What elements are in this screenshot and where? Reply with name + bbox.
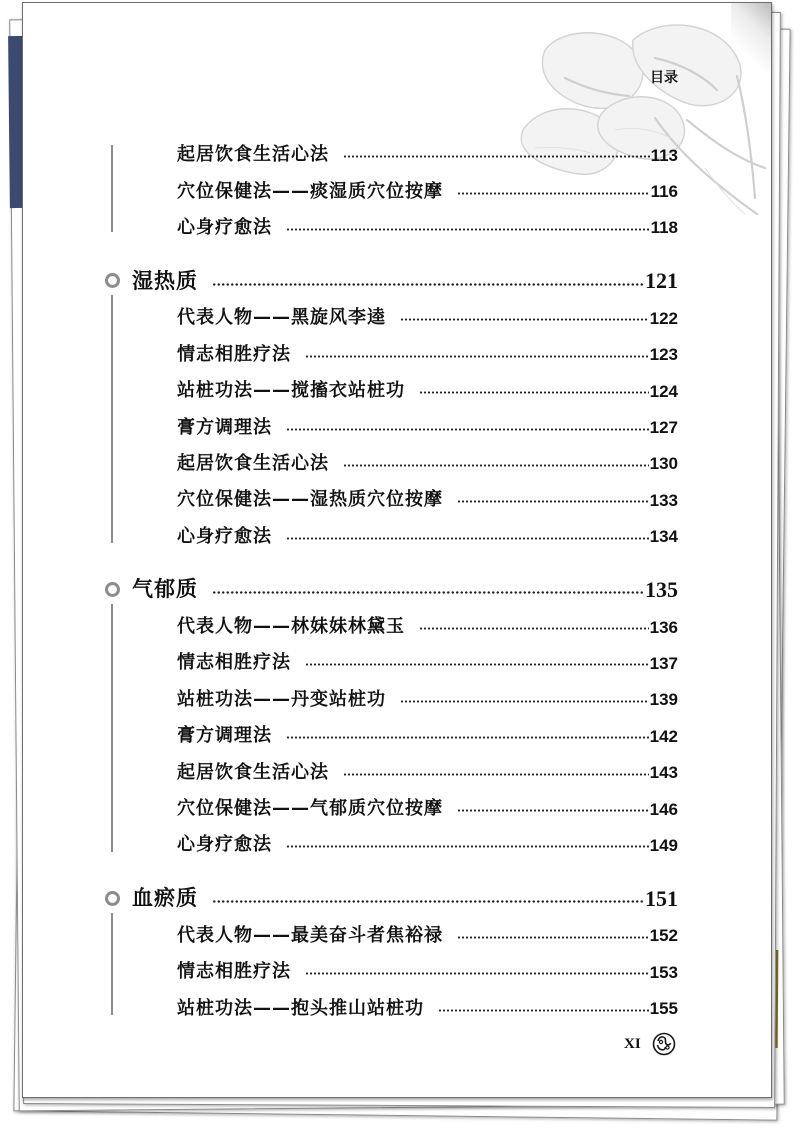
toc-entry	[177, 373, 678, 409]
section-title: 血瘀质	[132, 886, 198, 911]
dot-leader	[343, 773, 649, 776]
dot-leader	[212, 900, 643, 903]
toc-entry	[177, 645, 678, 681]
toc-entry-label: 起居饮食生活心法	[177, 452, 329, 474]
toc-entry-label: 心身疗愈法	[177, 525, 272, 547]
toc-entry	[177, 519, 678, 555]
toc-entry	[177, 791, 678, 827]
toc-entry	[177, 210, 678, 246]
dot-leader	[457, 809, 649, 812]
toc-entry-page-number: 118	[650, 218, 678, 238]
toc-entry-label: 情志相胜疗法	[177, 961, 291, 983]
dot-leader	[305, 663, 649, 666]
dot-leader	[419, 627, 649, 630]
dot-leader	[457, 500, 649, 503]
dot-leader	[305, 355, 649, 358]
toc-entry	[177, 173, 678, 209]
toc-entry	[177, 990, 678, 1026]
toc-entry-label: 穴位保健法——气郁质穴位按摩	[177, 798, 443, 820]
toc-entry-page-number: 143	[649, 763, 678, 783]
toc-entry-label: 代表人物——黑旋风李逵	[177, 307, 386, 329]
toc-entry-label: 膏方调理法	[177, 416, 272, 438]
dot-leader	[343, 155, 650, 158]
dot-leader	[212, 283, 643, 286]
section-bullet-icon	[104, 581, 121, 598]
toc-entry	[177, 918, 678, 954]
toc-entry-page-number: 149	[649, 835, 678, 855]
toc-entry	[177, 337, 678, 373]
section-page-number: 151	[645, 885, 678, 911]
knot-ornament-icon	[651, 1031, 677, 1057]
toc-entry-label: 穴位保健法——痰湿质穴位按摩	[177, 180, 443, 202]
dot-leader	[457, 936, 649, 939]
toc-entry-page-number: 152	[649, 926, 678, 946]
toc-group-continued	[0, 137, 800, 246]
toc-entry-page-number: 123	[649, 345, 678, 365]
section-page-number: 135	[645, 576, 678, 602]
toc-entry-label: 站桩功法——搅搐衣站桩功	[177, 380, 405, 402]
dot-leader	[286, 845, 649, 848]
toc-entry-label: 情志相胜疗法	[177, 343, 291, 365]
toc-entry-label: 代表人物——林妹妹林黛玉	[177, 616, 405, 638]
toc-entry-label: 情志相胜疗法	[177, 652, 291, 674]
toc-entry-page-number: 124	[649, 381, 678, 401]
dot-leader	[305, 972, 649, 975]
toc-entry	[177, 682, 678, 718]
toc-entry-page-number: 153	[649, 962, 678, 982]
dot-leader	[343, 464, 649, 467]
toc-entry-label: 心身疗愈法	[177, 216, 272, 238]
toc-entry-label: 起居饮食生活心法	[177, 144, 329, 166]
toc-entry	[177, 409, 678, 445]
dot-leader	[286, 428, 649, 431]
running-head-title: 目录	[650, 70, 678, 86]
toc-entry	[177, 482, 678, 518]
toc-entry	[177, 446, 678, 482]
toc-section	[0, 262, 800, 555]
dot-leader	[438, 1009, 649, 1012]
toc-entry-page-number: 122	[649, 308, 678, 328]
section-header	[132, 571, 678, 609]
dot-leader	[400, 700, 649, 703]
section-header	[132, 262, 678, 300]
folio-page-number: XI	[624, 1035, 641, 1052]
group-vertical-rule	[111, 145, 113, 232]
section-page-number: 121	[645, 268, 678, 294]
section-vertical-rule	[111, 295, 113, 543]
toc-entry-label: 起居饮食生活心法	[177, 761, 329, 783]
toc-entry	[177, 609, 678, 645]
toc-entry-label: 膏方调理法	[177, 725, 272, 747]
toc-entry-page-number: 134	[649, 527, 678, 547]
dot-leader	[286, 736, 649, 739]
section-bullet-icon	[104, 890, 121, 907]
section-title: 湿热质	[132, 268, 198, 293]
section-bullet-icon	[104, 272, 121, 289]
toc-entry-page-number: 155	[649, 999, 678, 1019]
dot-leader	[419, 391, 649, 394]
dot-leader	[457, 192, 650, 195]
toc-entry	[177, 954, 678, 990]
toc-entry	[177, 827, 678, 863]
toc-entry	[177, 300, 678, 336]
toc-entry-label: 心身疗愈法	[177, 834, 272, 856]
toc-entry	[177, 754, 678, 790]
dot-leader	[286, 228, 650, 231]
toc-entry-page-number: 133	[649, 490, 678, 510]
toc-entry-page-number: 146	[649, 799, 678, 819]
toc-entry-page-number: 139	[649, 690, 678, 710]
page-footer	[624, 1031, 684, 1057]
toc-entry-page-number: 142	[649, 726, 678, 746]
toc-entry-label: 站桩功法——丹变站桩功	[177, 688, 386, 710]
toc-entry-label: 穴位保健法——湿热质穴位按摩	[177, 489, 443, 511]
dot-leader	[400, 318, 649, 321]
toc-entry	[177, 718, 678, 754]
toc-entry-page-number: 136	[649, 617, 678, 637]
toc-section	[0, 880, 800, 1027]
toc-entry-label: 站桩功法——抱头推山站桩功	[177, 997, 424, 1019]
toc-entry-page-number: 137	[649, 653, 678, 673]
toc-entry-label: 代表人物——最美奋斗者焦裕禄	[177, 924, 443, 946]
dot-leader	[286, 537, 649, 540]
section-header	[132, 880, 678, 918]
toc-entry	[177, 137, 678, 173]
toc-section	[0, 571, 800, 864]
table-of-contents	[0, 137, 800, 1027]
section-vertical-rule	[111, 913, 113, 1015]
toc-entry-page-number: 130	[649, 454, 678, 474]
toc-entry-page-number: 116	[650, 182, 678, 202]
section-title: 气郁质	[132, 577, 198, 602]
section-vertical-rule	[111, 604, 113, 852]
toc-entry-page-number: 113	[650, 145, 678, 165]
dot-leader	[212, 591, 643, 594]
toc-entry-page-number: 127	[649, 418, 678, 438]
